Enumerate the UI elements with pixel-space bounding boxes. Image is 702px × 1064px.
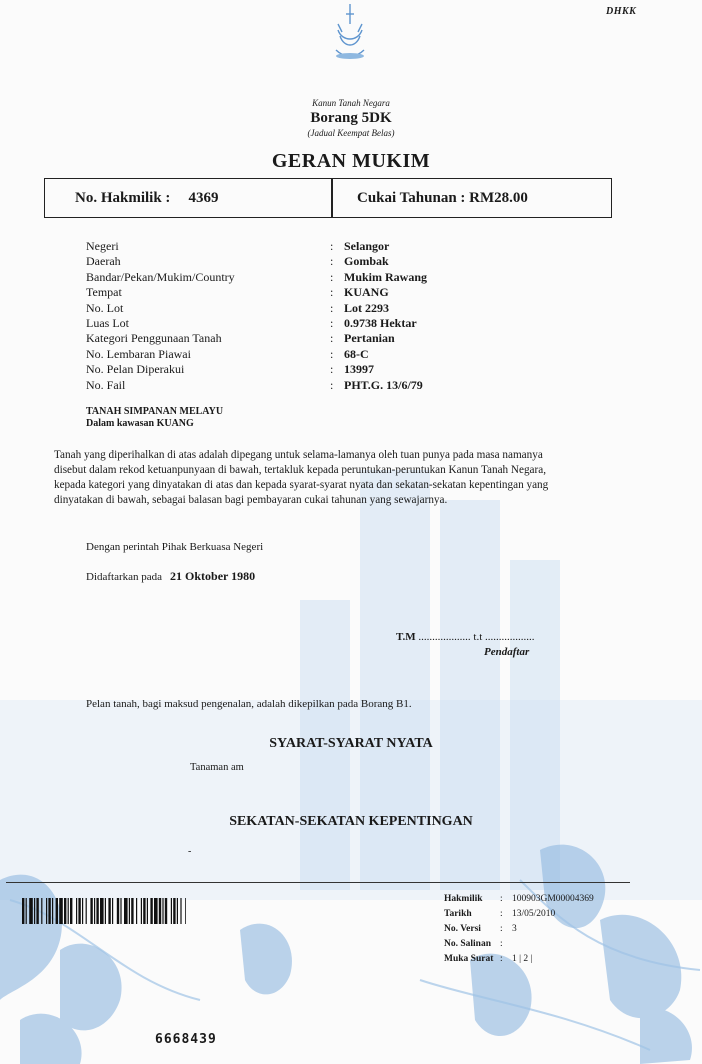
malay-reserve-area: Dalam kawasan KUANG — [86, 418, 194, 429]
tm-dots: ................... — [418, 631, 471, 643]
barcode-icon — [22, 898, 186, 924]
detail-colon: : — [330, 331, 334, 346]
signature-line — [396, 631, 535, 643]
restrictions-text: - — [188, 846, 192, 857]
restrictions-heading: SEKATAN-SEKATAN KEPENTINGAN — [229, 814, 473, 829]
detail-label: Bandar/Pekan/Mukim/Country — [86, 269, 235, 284]
meta-label: No. Salinan — [444, 939, 491, 949]
meta-colon: : — [500, 939, 503, 949]
hakmilik-label: No. Hakmilik : — [75, 190, 171, 206]
detail-label: Luas Lot — [86, 315, 129, 330]
footer-divider — [6, 882, 630, 883]
meta-colon: : — [500, 894, 503, 904]
detail-value: Lot 2293 — [344, 300, 389, 315]
state-crest-icon — [328, 2, 372, 64]
detail-colon: : — [330, 239, 334, 253]
title-number-box — [44, 178, 612, 218]
detail-label: Negeri — [86, 239, 119, 253]
detail-colon: : — [330, 377, 334, 392]
express-conditions-text: Tanaman am — [190, 762, 244, 773]
detail-label: No. Lembaran Piawai — [86, 346, 191, 361]
detail-colon: : — [330, 362, 334, 377]
detail-value: PHT.G. 13/6/79 — [344, 377, 423, 392]
document-code: DHKK — [606, 6, 637, 17]
detail-label: No. Fail — [86, 377, 126, 392]
express-conditions-heading: SYARAT-SYARAT NYATA — [269, 736, 433, 751]
tax-value: RM28.00 — [469, 190, 528, 206]
box-divider — [331, 179, 333, 217]
law-title: Kanun Tanah Negara — [312, 98, 390, 108]
meta-label: No. Versi — [444, 924, 481, 934]
detail-colon: : — [330, 285, 334, 300]
meta-label: Hakmilik — [444, 894, 483, 904]
meta-label: Muka Surat — [444, 954, 494, 964]
registrar-label: Pendaftar — [484, 646, 530, 658]
form-name: Borang 5DK — [310, 110, 392, 126]
detail-label: Kategori Penggunaan Tanah — [86, 331, 222, 346]
meta-colon: : — [500, 954, 503, 964]
detail-value: Selangor — [344, 239, 390, 253]
detail-label: No. Pelan Diperakui — [86, 362, 185, 377]
detail-value: Mukim Rawang — [344, 269, 428, 284]
paragraph-line: kepada kategori yang dinyatakan di atas dan kepada syarat-syarat nyata dan sekatan-sekatan kepentingan yang — [54, 479, 549, 491]
registered-date: 21 Oktober 1980 — [170, 569, 256, 583]
detail-value: 13997 — [344, 362, 374, 377]
meta-colon: : — [500, 909, 503, 919]
detail-value: 0.9738 Hektar — [344, 315, 417, 330]
detail-value: KUANG — [344, 285, 389, 300]
meta-value: 1 | 2 | — [512, 954, 533, 964]
meta-label: Tarikh — [444, 909, 472, 919]
detail-colon: : — [330, 300, 334, 315]
annual-tax-field — [357, 190, 528, 207]
detail-colon: : — [330, 254, 334, 269]
tenure-paragraph — [54, 448, 654, 508]
detail-label: No. Lot — [86, 300, 124, 315]
document-title: GERAN MUKIM — [271, 150, 431, 172]
detail-value: Gombak — [344, 254, 389, 269]
hakmilik-field — [75, 190, 218, 207]
registered-label: Didaftarkan pada — [86, 571, 163, 583]
detail-colon: : — [330, 346, 334, 361]
tt-dots: .................. — [485, 631, 535, 643]
plan-note: Pelan tanah, bagi maksud pengenalan, adalah dikepilkan pada Borang B1. — [86, 698, 412, 710]
detail-label: Tempat — [86, 285, 122, 300]
tt-label: t.t — [473, 631, 483, 643]
detail-value: Pertanian — [344, 331, 395, 346]
meta-value: 13/05/2010 — [512, 909, 556, 919]
serial-number: 6668439 — [155, 1032, 217, 1047]
tm-label: T.M — [396, 631, 416, 643]
meta-value: 3 — [512, 924, 517, 934]
tax-label: Cukai Tahunan : — [357, 190, 466, 206]
paragraph-line: dinyatakan di bawah, sebagai balasan bagi pembayaran cukai tahunan yang sewajarnya. — [54, 494, 448, 506]
detail-colon: : — [330, 269, 334, 284]
detail-colon: : — [330, 315, 334, 330]
meta-value: 100903GM00004369 — [512, 894, 594, 904]
meta-colon: : — [500, 924, 503, 934]
hakmilik-value: 4369 — [188, 190, 219, 206]
registration-line — [86, 569, 255, 584]
schedule-note: (Jadual Keempat Belas) — [307, 128, 395, 138]
paragraph-line: disebut dalam rekod ketuanpunyaan di bawah, tertakluk kepada peruntukan-peruntukan Kanun Tanah Negara, — [54, 464, 547, 476]
detail-value: 68-C — [344, 346, 369, 361]
paragraph-line: Tanah yang diperihalkan di atas adalah dipegang untuk selama-lamanya oleh tuan punya pada masa namanya — [54, 449, 543, 461]
state-authority-order: Dengan perintah Pihak Berkuasa Negeri — [86, 541, 264, 553]
detail-label: Daerah — [86, 254, 121, 269]
malay-reserve-heading: TANAH SIMPANAN MELAYU — [86, 406, 224, 417]
